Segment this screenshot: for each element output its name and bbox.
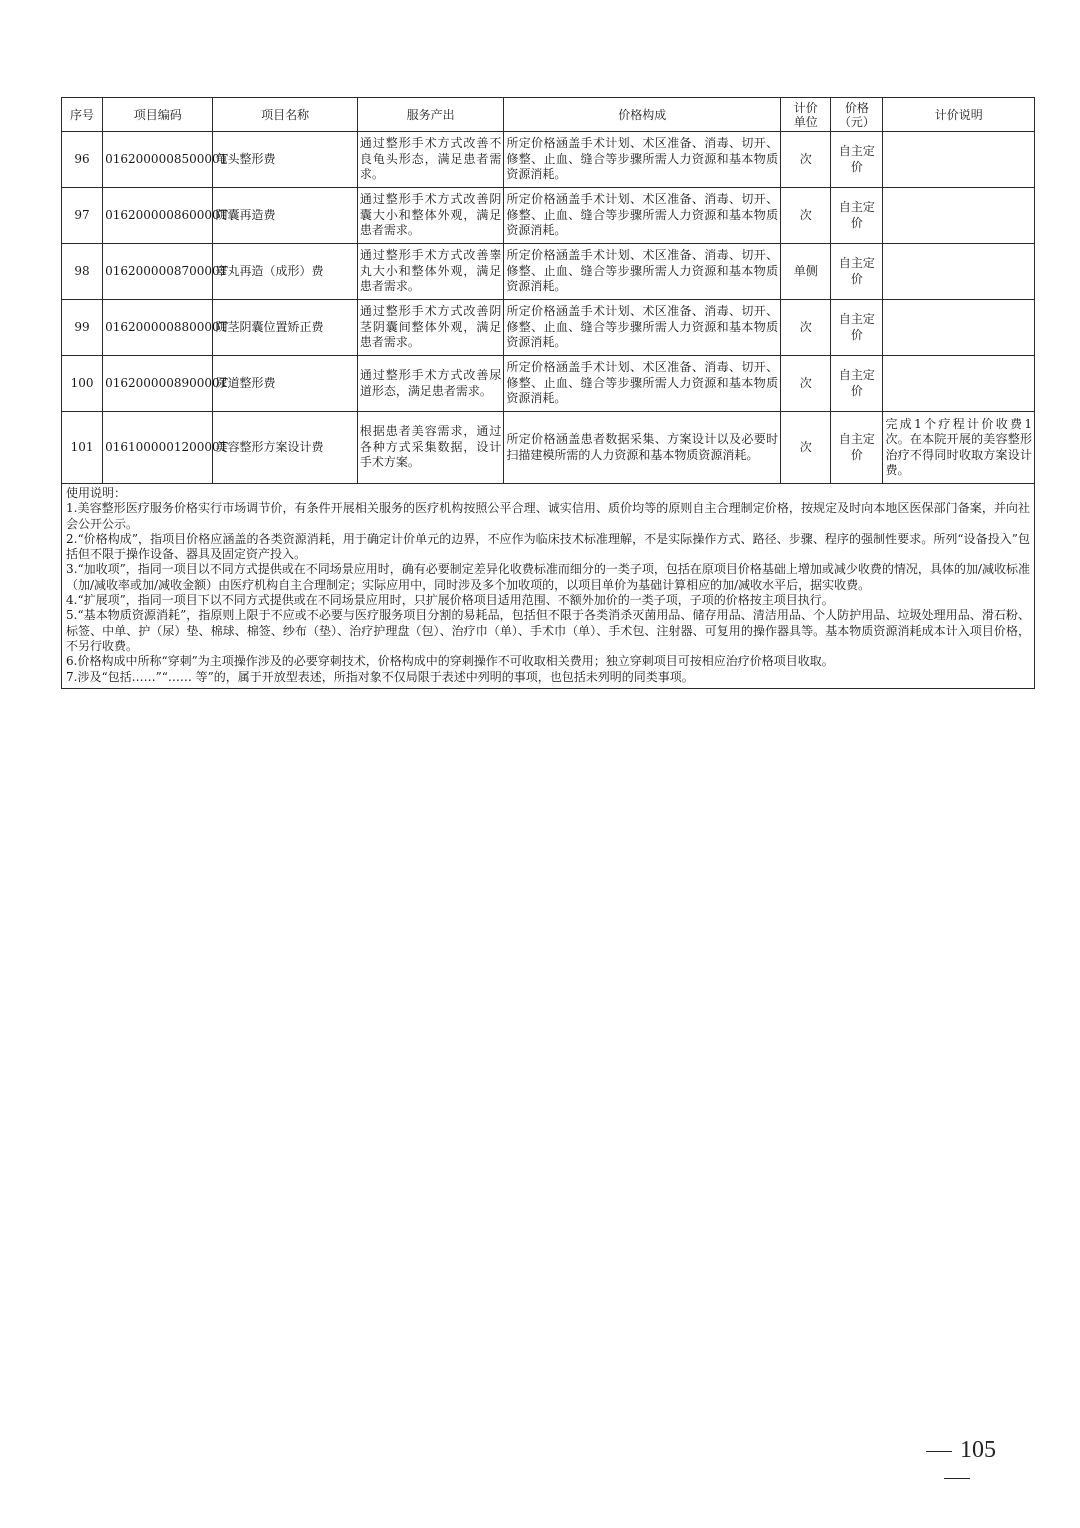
row-composition: 所定价格涵盖手术计划、术区准备、消毒、切开、修整、止血、缝合等步骤所需人力资源和基本物质资源消耗。: [504, 132, 781, 188]
table-row: [62, 188, 1035, 244]
usage-note-item: 4.“扩展项”，指同一项目下以不同方式提供或在不同场景应用时，只扩展价格项目适用范围、不额外加价的一类子项，子项的价格按主项目执行。: [66, 593, 834, 608]
row-output: 通过整形手术方式改善不良龟头形态，满足患者需求。: [357, 132, 503, 188]
table-row: [62, 244, 1035, 300]
header-note: 计价说明: [883, 98, 1035, 132]
row-price: 自主定价: [831, 356, 883, 412]
row-output: 通过整形手术方式改善尿道形态，满足患者需求。: [357, 356, 503, 412]
price-table: [61, 97, 1035, 484]
usage-note-item: 7.涉及“包括……”“…… 等”的，属于开放型表述，所指对象不仅局限于表述中列明的事项，也包括未列明的同类事项。: [66, 669, 694, 684]
row-unit: 次: [781, 188, 831, 244]
row-composition: 所定价格涵盖手术计划、术区准备、消毒、切开、修整、止血、缝合等步骤所需人力资源和基本物质资源消耗。: [504, 356, 781, 412]
row-unit: 次: [781, 356, 831, 412]
header-code: 项目编码: [103, 98, 213, 132]
row-output: 通过整形手术方式改善阴囊大小和整体外观，满足患者需求。: [357, 188, 503, 244]
row-note: [883, 356, 1035, 412]
row-name: 睾丸再造（成形）费: [213, 244, 357, 300]
row-composition: 所定价格涵盖手术计划、术区准备、消毒、切开、修整、止血、缝合等步骤所需人力资源和基本物质资源消耗。: [504, 244, 781, 300]
row-note: [883, 188, 1035, 244]
row-composition: 所定价格涵盖手术计划、术区准备、消毒、切开、修整、止血、缝合等步骤所需人力资源和基本物质资源消耗。: [504, 300, 781, 356]
page-number-text: 105: [960, 1437, 996, 1463]
table-row: [62, 300, 1035, 356]
usage-note-item: 3.“加收项”，指同一项目以不同方式提供或在不同场景应用时，确有必要制定差异化收费标准而细分的一类子项，包括在原项目价格基础上增加或减少收费的情况，具体的加/减收标准（加/减收率或加/减收金额）由医疗机构自主合理制定；实际应用中，同时涉及多个加收项的，以项目单价为基础计算相应的加/减收水平后，据实收费。: [66, 562, 1030, 592]
row-code: 016200000850000T: [103, 132, 213, 188]
row-note: [883, 300, 1035, 356]
row-note: 完成1个疗程计价收费1次。在本院开展的美容整形治疗不得同时收取方案设计费。: [883, 412, 1035, 484]
row-code: 016200000880000T: [103, 300, 213, 356]
row-unit: 次: [781, 300, 831, 356]
usage-notes: [61, 484, 1035, 689]
usage-note-item: 2.“价格构成”，指项目价格应涵盖的各类资源消耗，用于确定计价单元的边界，不应作为临床技术标准理解，不是实际操作方式、路径、步骤、程序的强制性要求。所列“设备投入”包括但不限于操作设备、器具及固定资产投入。: [66, 531, 1030, 562]
row-price: 自主定价: [831, 412, 883, 484]
row-composition: 所定价格涵盖手术计划、术区准备、消毒、切开、修整、止血、缝合等步骤所需人力资源和基本物质资源消耗。: [504, 188, 781, 244]
row-unit: 单侧: [781, 244, 831, 300]
row-price: 自主定价: [831, 300, 883, 356]
usage-note-item: 6.价格构成中所称“穿刺”为主项操作涉及的必要穿刺技术，价格构成中的穿刺操作不可收取相关费用；独立穿刺项目可按相应治疗价格项目收取。: [66, 654, 834, 669]
row-serial: 96: [62, 132, 103, 188]
row-price: 自主定价: [831, 244, 883, 300]
row-name: 龟头整形费: [213, 132, 357, 188]
row-note: [883, 244, 1035, 300]
row-code: 016200000890000T: [103, 356, 213, 412]
page-number-dash-left: [926, 1451, 952, 1453]
header-price: 价格 （元）: [831, 98, 883, 132]
row-price: 自主定价: [831, 132, 883, 188]
page-number: [898, 1437, 1016, 1491]
row-name: 阴囊再造费: [213, 188, 357, 244]
header-unit: 计价 单位: [781, 98, 831, 132]
row-serial: 99: [62, 300, 103, 356]
usage-note-item: 1.美容整形医疗服务价格实行市场调节价，有条件开展相关服务的医疗机构按照公平合理、诚实信用、质价均等的原则自主合理制定价格，按规定及时向本地区医保部门备案，并向社会公开公示。: [66, 501, 1030, 531]
row-name: 尿道整形费: [213, 356, 357, 412]
row-note: [883, 132, 1035, 188]
row-code: 016200000870000T: [103, 244, 213, 300]
usage-note-item: 5.“基本物质资源消耗”，指原则上限于不应或不必要与医疗服务项目分割的易耗品，包括但不限于各类消杀灭菌用品、储存用品、清洁用品、个人防护用品、垃圾处理用品、滑石粉、标签、中单、护（尿）垫、棉球、棉签、纱布（垫）、治疗护理盘（包）、治疗巾（单）、手术巾（单）、手术包、注射器、可复用的操作器具等。基本物质资源消耗成本计入项目价格，不另行收费。: [66, 608, 1030, 653]
price-table-page: [61, 97, 1035, 689]
table-header-row: [62, 98, 1035, 132]
row-serial: 101: [62, 412, 103, 484]
table-row: [62, 412, 1035, 484]
row-code: 016200000860000T: [103, 188, 213, 244]
page-number-dash-right: [944, 1478, 970, 1480]
row-name: 阴茎阴囊位置矫正费: [213, 300, 357, 356]
row-serial: 100: [62, 356, 103, 412]
header-name: 项目名称: [213, 98, 357, 132]
table-row: [62, 356, 1035, 412]
row-output: 通过整形手术方式改善睾丸大小和整体外观，满足患者需求。: [357, 244, 503, 300]
row-output: 通过整形手术方式改善阴茎阴囊间整体外观，满足患者需求。: [357, 300, 503, 356]
header-output: 服务产出: [357, 98, 503, 132]
row-composition: 所定价格涵盖患者数据采集、方案设计以及必要时扫描建模所需的人力资源和基本物质资源消耗。: [504, 412, 781, 484]
row-name: 美容整形方案设计费: [213, 412, 357, 484]
header-composition: 价格构成: [504, 98, 781, 132]
row-output: 根据患者美容需求，通过各种方式采集数据，设计手术方案。: [357, 412, 503, 484]
row-serial: 98: [62, 244, 103, 300]
header-serial: 序号: [62, 98, 103, 132]
table-row: [62, 132, 1035, 188]
usage-notes-title: 使用说明：: [66, 486, 127, 500]
row-serial: 97: [62, 188, 103, 244]
row-code: 016100000120000T: [103, 412, 213, 484]
row-price: 自主定价: [831, 188, 883, 244]
row-unit: 次: [781, 412, 831, 484]
row-unit: 次: [781, 132, 831, 188]
